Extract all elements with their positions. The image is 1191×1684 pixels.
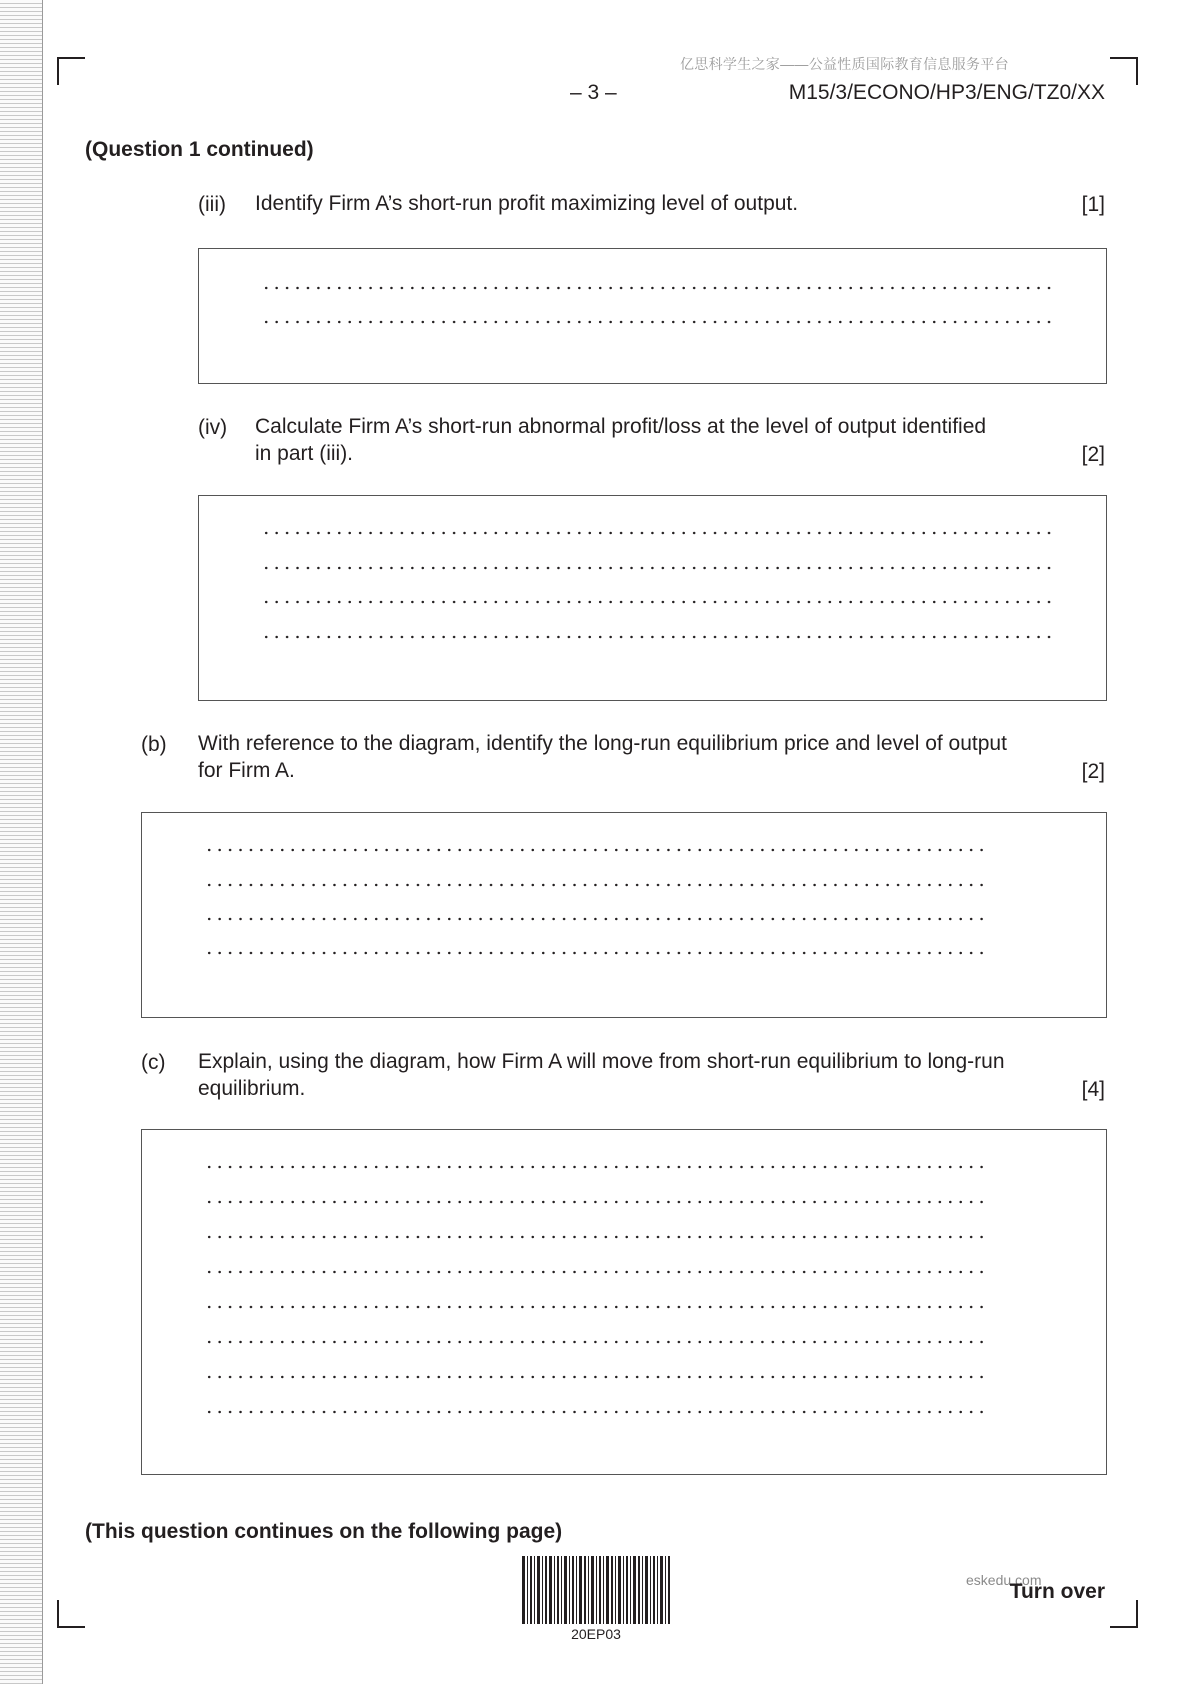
- part-iv-question-line2: in part (iii).: [255, 442, 354, 465]
- part-c-answer-box[interactable]: [141, 1129, 1107, 1475]
- part-b-label: (b): [141, 733, 167, 756]
- answer-line: [204, 946, 986, 960]
- part-iv-marks: [2]: [1081, 443, 1105, 466]
- answer-line: [204, 1265, 986, 1279]
- question-continued-heading: (Question 1 continued): [85, 138, 314, 161]
- answer-line: [204, 843, 986, 857]
- part-b-question-line2: for Firm A.: [198, 759, 295, 782]
- header-watermark: 亿思科学生之家——公益性质国际教育信息服务平台: [680, 56, 1009, 72]
- part-iii-question: Identify Firm A’s short-run profit maximizing level of output.: [255, 192, 799, 215]
- barcode-image: [522, 1556, 670, 1624]
- answer-line: [261, 315, 1051, 329]
- page-number: – 3 –: [570, 81, 617, 104]
- binding-margin: [0, 0, 43, 1684]
- part-b-marks: [2]: [1081, 760, 1105, 783]
- paper-code: M15/3/ECONO/HP3/ENG/TZ0/XX: [788, 81, 1105, 104]
- answer-line: [204, 1195, 986, 1209]
- answer-line: [261, 526, 1051, 540]
- question-continues-note: (This question continues on the following page): [85, 1520, 563, 1543]
- answer-line: [261, 561, 1051, 575]
- part-iv-question-line1: Calculate Firm A’s short-run abnormal profit/loss at the level of output identified: [255, 415, 987, 438]
- turn-over-label: Turn over: [1009, 1580, 1105, 1603]
- answer-line: [204, 878, 986, 892]
- answer-line: [204, 1230, 986, 1244]
- part-b-answer-box[interactable]: [141, 812, 1107, 1018]
- answer-line: [204, 1335, 986, 1349]
- part-c-question-line2: equilibrium.: [198, 1077, 306, 1100]
- answer-line: [204, 1160, 986, 1174]
- part-c-label: (c): [141, 1051, 166, 1074]
- part-iv-answer-box[interactable]: [198, 495, 1107, 701]
- answer-line: [261, 281, 1051, 295]
- answer-line: [261, 630, 1051, 644]
- answer-line: [261, 595, 1051, 609]
- footer-watermark: eskedu.com: [966, 1572, 1042, 1588]
- barcode-text: 20EP03: [571, 1626, 621, 1642]
- part-iii-marks: [1]: [1081, 193, 1105, 216]
- part-iv-label: (iv): [198, 416, 228, 439]
- answer-line: [204, 1405, 986, 1419]
- part-b-question-line1: With reference to the diagram, identify the long-run equilibrium price and level of output: [198, 732, 1007, 755]
- answer-line: [204, 1370, 986, 1384]
- answer-line: [204, 912, 986, 926]
- crop-mark-top-left: [57, 57, 85, 85]
- part-iii-label: (iii): [198, 193, 226, 216]
- crop-mark-bottom-right: [1110, 1600, 1138, 1628]
- crop-mark-bottom-left: [57, 1600, 85, 1628]
- part-iii-answer-box[interactable]: [198, 248, 1107, 384]
- answer-line: [204, 1300, 986, 1314]
- part-c-marks: [4]: [1081, 1078, 1105, 1101]
- crop-mark-top-right: [1110, 57, 1138, 85]
- part-c-question-line1: Explain, using the diagram, how Firm A will move from short-run equilibrium to long-run: [198, 1050, 1005, 1073]
